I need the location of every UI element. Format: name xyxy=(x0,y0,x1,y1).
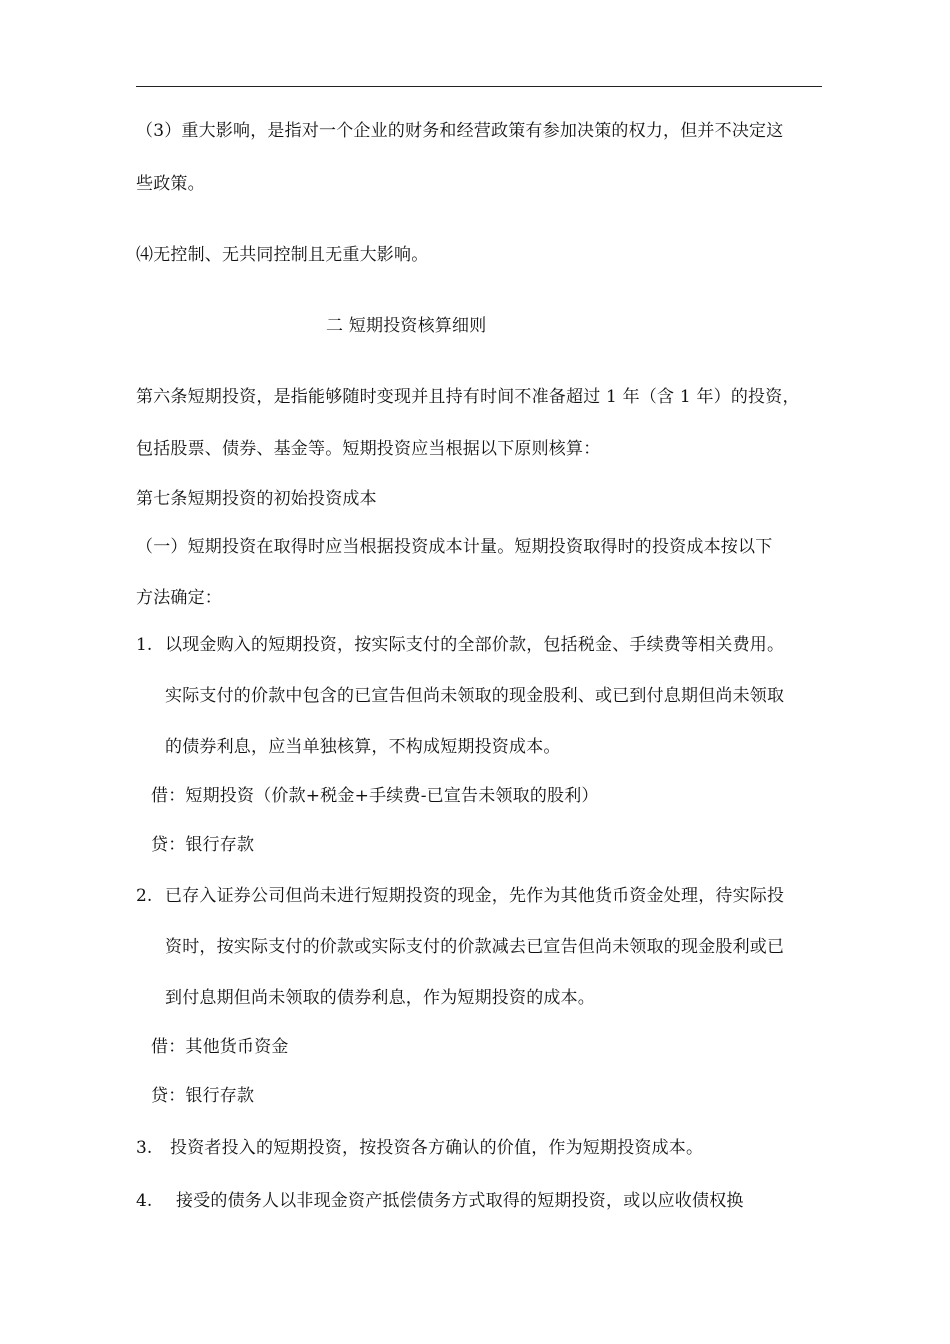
paragraph-line: ⑷无控制、无共同控制且无重大影响。 xyxy=(136,245,429,265)
list-number: 1. xyxy=(136,635,153,655)
paragraph-line: 包括股票、债券、基金等。短期投资应当根据以下原则核算： xyxy=(136,439,601,459)
list-number: 4. xyxy=(136,1191,153,1211)
journal-entry-credit: 贷：银行存款 xyxy=(151,835,255,855)
list-item-line: 投资者投入的短期投资，按投资各方确认的价值，作为短期投资成本。 xyxy=(170,1138,704,1158)
header-rule xyxy=(136,86,822,87)
list-item-line: 到付息期但尚未领取的债券利息，作为短期投资的成本。 xyxy=(165,988,595,1008)
paragraph-line: （一）短期投资在取得时应当根据投资成本计量。短期投资取得时的投资成本按以下 xyxy=(136,537,773,557)
paragraph-line: 些政策。 xyxy=(136,174,205,194)
list-item-line: 资时，按实际支付的价款或实际支付的价款减去已宣告但尚未领取的现金股利或已 xyxy=(165,937,785,957)
list-item-line: 已存入证券公司但尚未进行短期投资的现金，先作为其他货币资金处理，待实际投 xyxy=(165,886,785,906)
paragraph-line: 方法确定： xyxy=(136,588,222,608)
list-item-line: 实际支付的价款中包含的已宣告但尚未领取的现金股利、或已到付息期但尚未领取 xyxy=(165,686,785,706)
journal-entry-debit: 借：短期投资（价款+税金+手续费-已宣告未领取的股利） xyxy=(151,786,599,806)
list-number: 3. xyxy=(136,1138,153,1158)
journal-entry-debit: 借：其他货币资金 xyxy=(151,1037,289,1057)
section-heading: 二 短期投资核算细则 xyxy=(326,316,487,336)
list-number: 2. xyxy=(136,886,153,906)
article-heading: 第七条短期投资的初始投资成本 xyxy=(136,489,377,509)
journal-entry-credit: 贷：银行存款 xyxy=(151,1086,255,1106)
paragraph-line: （3）重大影响，是指对一个企业的财务和经营政策有参加决策的权力，但并不决定这 xyxy=(136,121,784,141)
list-item-line: 接受的债务人以非现金资产抵偿债务方式取得的短期投资，或以应收债权换 xyxy=(176,1191,744,1211)
list-item-line: 的债券利息，应当单独核算，不构成短期投资成本。 xyxy=(165,737,561,757)
list-item-line: 以现金购入的短期投资，按实际支付的全部价款，包括税金、手续费等相关费用。 xyxy=(165,635,785,655)
paragraph-line: 第六条短期投资，是指能够随时变现并且持有时间不准备超过 1 年（含 1 年）的投资， xyxy=(136,387,800,407)
